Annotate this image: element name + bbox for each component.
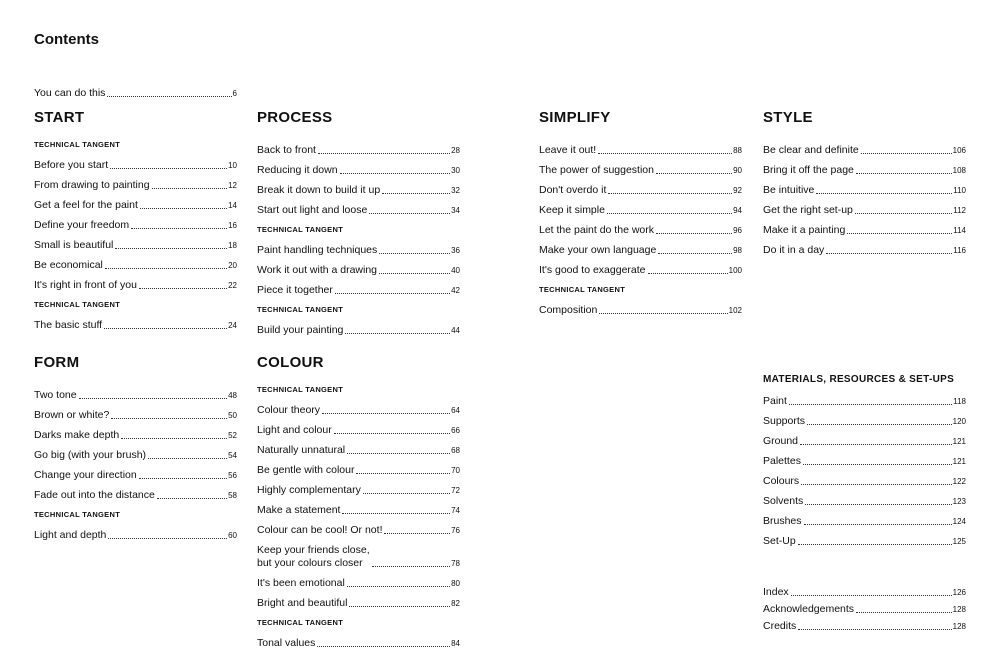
toc-entry [257,257,460,277]
entry-label: It's been emotional [257,577,345,589]
entry-page: 60 [228,531,237,540]
leader-dots [347,586,450,587]
entry-page: 128 [952,622,966,631]
section-heading: FORM [34,354,80,371]
entry-label: Colours [763,475,800,487]
entry-label: Make your own language [539,244,657,256]
entry-page: 92 [733,186,742,195]
entry-label: Brushes [763,515,802,527]
toc-entry [257,157,460,177]
entry-page: 98 [733,246,742,255]
entry-label: Break it down to build it up [257,184,381,196]
entry-page: 74 [451,506,460,515]
toc-entry [34,232,237,252]
entry-page: 50 [228,411,237,420]
entry-page: 124 [952,517,966,526]
entry-label: Be clear and definite [763,144,859,156]
entry-label: Go big (with your brush) [34,449,147,461]
toc-entry [763,237,966,257]
toc-entry [763,217,966,237]
toc-entry [763,599,966,616]
intro-entry [34,80,237,100]
entry-label: Light and depth [34,529,107,541]
leader-dots [798,544,952,545]
section-heading: START [34,109,85,126]
entry-label: Naturally unnatural [257,444,346,456]
toc-entry [257,317,460,337]
entry-page: 66 [451,426,460,435]
entry-page: 90 [733,166,742,175]
toc-entry [257,590,460,610]
leader-dots [139,478,227,479]
entry-page: 82 [451,599,460,608]
leader-dots [801,484,951,485]
entry-label: Piece it together [257,284,333,296]
entry-label: Solvents [763,495,804,507]
leader-dots [856,173,952,174]
leader-dots [658,253,732,254]
entry-label: Ground [763,435,799,447]
leader-dots [340,173,451,174]
leader-dots [139,288,227,289]
entry-page: 68 [451,446,460,455]
leader-dots [855,213,952,214]
leader-dots [648,273,728,274]
leader-dots [384,533,450,534]
technical-tangent-label: TECHNICAL TANGENT [257,385,344,394]
leader-dots [107,96,231,97]
toc-entry [539,297,742,317]
leader-dots [608,193,732,194]
entry-label: Fade out into the distance [34,489,155,501]
leader-dots [656,173,732,174]
entry-label: Colour theory [257,404,321,416]
entry-page: 122 [952,477,966,486]
entry-label: Do it in a day [763,244,825,256]
entry-label: Palettes [763,455,801,467]
entry-page: 20 [228,261,237,270]
entry-label: Credits [763,620,797,632]
toc-entry [257,397,460,417]
entry-page: 121 [952,457,966,466]
leader-dots [110,168,227,169]
toc-entry [539,257,742,277]
technical-tangent-label: TECHNICAL TANGENT [257,305,344,314]
leader-dots [607,213,732,214]
toc-entry [34,382,237,402]
leader-dots [379,273,450,274]
entry-page: 94 [733,206,742,215]
entry-label: The power of suggestion [539,164,654,176]
leader-dots [121,438,227,439]
leader-dots [599,313,727,314]
toc-entry [539,217,742,237]
entry-label: You can do this [34,87,106,99]
leader-dots [108,538,227,539]
leader-dots [334,433,450,434]
entry-label: Get the right set-up [763,204,853,216]
entry-page: 58 [228,491,237,500]
entry-page: 30 [451,166,460,175]
entry-label: Index [763,586,789,598]
section-heading: SIMPLIFY [539,109,611,126]
entry-page: 123 [952,497,966,506]
leader-dots [104,328,227,329]
entry-label: Acknowledgements [763,603,855,615]
leader-dots [356,473,450,474]
entry-page: 12 [228,181,237,190]
toc-entry [257,237,460,257]
entry-page: 32 [451,186,460,195]
toc-entry [257,277,460,297]
toc-entry [34,442,237,462]
toc-entry [763,137,966,157]
entry-label: It's good to exaggerate [539,264,646,276]
entry-label: Leave it out! [539,144,597,156]
entry-label: Build your painting [257,324,344,336]
toc-entry [763,508,966,528]
leader-dots [111,418,227,419]
entry-page: 121 [952,437,966,446]
toc-entry [763,408,966,428]
leader-dots [317,646,450,647]
section-form [34,354,237,542]
leader-dots [816,193,952,194]
toc-entry [763,157,966,177]
toc-entry [539,157,742,177]
entry-page: 76 [451,526,460,535]
leader-dots [131,228,227,229]
toc-entry [257,197,460,217]
entry-page: 54 [228,451,237,460]
toc-entry [34,522,237,542]
leader-dots [369,213,450,214]
toc-entry [34,312,237,332]
toc-entry [763,197,966,217]
entry-label: Don't overdo it [539,184,607,196]
toc-entry [257,177,460,197]
toc-entry [34,482,237,502]
toc-entry [539,237,742,257]
toc-entry [763,468,966,488]
toc-entry [257,417,460,437]
leader-dots [157,498,227,499]
entry-page: 56 [228,471,237,480]
entry-label: Set-Up [763,535,796,547]
leader-dots [656,233,732,234]
entry-label: Small is beautiful [34,239,114,251]
toc-entry [257,137,460,157]
page-title: Contents [34,31,99,48]
entry-label: Bright and beautiful [257,597,348,609]
entry-label: Supports [763,415,806,427]
toc-entry [763,488,966,508]
entry-label: Be gentle with colour [257,464,355,476]
leader-dots [349,606,450,607]
entry-page: 24 [228,321,237,330]
section-style [763,109,966,257]
entry-label: Before you start [34,159,109,171]
entry-label: Paint [763,395,787,407]
entry-page: 88 [733,146,742,155]
toc-entry [763,388,966,408]
entry-label: It's right in front of you [34,279,137,291]
technical-tangent-label: TECHNICAL TANGENT [34,300,121,309]
technical-tangent-label: TECHNICAL TANGENT [539,285,626,294]
entry-label: Be intuitive [763,184,815,196]
entry-label: Brown or white? [34,409,110,421]
section-heading: COLOUR [257,354,324,371]
entry-page: 78 [451,559,460,568]
entry-page: 128 [952,605,966,614]
leader-dots [805,504,951,505]
leader-dots [105,268,227,269]
entry-label: From drawing to painting [34,179,150,191]
section-back-matter [763,582,966,633]
leader-dots [803,464,952,465]
toc-entry [763,428,966,448]
entry-label: Change your direction [34,469,137,481]
toc-entry [34,152,237,172]
entry-label: Make a statement [257,504,341,516]
entry-page: 64 [451,406,460,415]
section-heading: STYLE [763,109,813,126]
entry-label: Work it out with a drawing [257,264,378,276]
entry-page: 126 [952,588,966,597]
toc-entry [257,477,460,497]
toc-entry [257,457,460,477]
entry-page: 28 [451,146,460,155]
entry-label: Light and colour [257,424,332,436]
section-simplify [539,109,742,317]
toc-entry [539,137,742,157]
entry-page: 6 [232,89,237,98]
entry-label: Be economical [34,259,103,271]
toc-entry [763,582,966,599]
toc-entry [539,197,742,217]
entry-label: Reducing it down [257,164,338,176]
entry-label: The basic stuff [34,319,103,331]
leader-dots [847,233,952,234]
entry-label: Bring it off the page [763,164,854,176]
entry-label: Let the paint do the work [539,224,654,236]
entry-page: 36 [451,246,460,255]
toc-entry [34,462,237,482]
leader-dots [140,208,227,209]
leader-dots [342,513,450,514]
entry-page: 10 [228,161,237,170]
entry-page: 112 [953,206,966,215]
entry-label: Back to front [257,144,316,156]
toc-entry [34,192,237,212]
entry-page: 80 [451,579,460,588]
toc-entry [34,80,237,100]
entry-page: 34 [451,206,460,215]
leader-dots [115,248,227,249]
entry-page: 118 [953,397,966,406]
entry-page: 52 [228,431,237,440]
entry-page: 100 [728,266,742,275]
entry-label: Keep it simple [539,204,605,216]
entry-label: Make it a painting [763,224,846,236]
entry-label: Two tone [34,389,77,401]
leader-dots [800,444,952,445]
leader-dots [804,524,952,525]
technical-tangent-label: TECHNICAL TANGENT [257,618,344,627]
leader-dots [335,293,450,294]
leader-dots [789,404,952,405]
leader-dots [322,413,450,414]
entry-label: Tonal values [257,637,316,649]
entry-page: 96 [733,226,742,235]
entry-page: 44 [451,326,460,335]
toc-entry [257,497,460,517]
entry-page: 42 [451,286,460,295]
leader-dots [148,458,227,459]
entry-page: 72 [451,486,460,495]
section-heading: PROCESS [257,109,333,126]
toc-entry [763,177,966,197]
leader-dots [379,253,450,254]
toc-entry [257,437,460,457]
entry-label: Define your freedom [34,219,130,231]
toc-entry [34,212,237,232]
leader-dots [372,566,450,567]
technical-tangent-label: TECHNICAL TANGENT [34,140,121,149]
entry-page: 14 [228,201,237,210]
toc-entry [34,272,237,292]
section-materials [763,372,966,548]
toc-entry [257,517,460,537]
leader-dots [347,453,450,454]
toc-entry [257,537,460,570]
entry-page: 108 [952,166,966,175]
leader-dots [826,253,952,254]
entry-page: 16 [228,221,237,230]
entry-label: Colour can be cool! Or not! [257,524,383,536]
section-start [34,109,237,332]
entry-label: Paint handling techniques [257,244,378,256]
entry-label: Start out light and loose [257,204,368,216]
entry-page: 84 [451,639,460,648]
technical-tangent-label: TECHNICAL TANGENT [34,510,121,519]
entry-page: 22 [228,281,237,290]
entry-label: Keep your friends close, but your colours closer [257,544,370,569]
toc-entry [539,177,742,197]
leader-dots [598,153,732,154]
leader-dots [318,153,450,154]
leader-dots [79,398,227,399]
leader-dots [861,153,952,154]
entry-page: 106 [952,146,966,155]
entry-page: 114 [953,226,966,235]
entry-page: 125 [952,537,966,546]
leader-dots [856,612,952,613]
entry-label: Get a feel for the paint [34,199,138,211]
toc-entry [763,448,966,468]
toc-entry [34,172,237,192]
entry-page: 120 [952,417,966,426]
entry-page: 116 [953,246,966,255]
entry-page: 110 [953,186,966,195]
entry-page: 102 [728,306,742,315]
toc-entry [34,422,237,442]
entry-label: Highly complementary [257,484,361,496]
leader-dots [791,595,952,596]
toc-entry [34,402,237,422]
leader-dots [807,424,952,425]
leader-dots [798,629,951,630]
leader-dots [363,493,450,494]
leader-dots [345,333,450,334]
toc-entry [763,616,966,633]
section-process [257,109,460,337]
entry-label: Darks make depth [34,429,120,441]
toc-entry [34,252,237,272]
entry-page: 18 [228,241,237,250]
entry-page: 48 [228,391,237,400]
section-heading: MATERIALS, RESOURCES & SET-UPS [763,374,955,385]
entry-page: 70 [451,466,460,475]
toc-entry [257,630,460,650]
section-colour [257,354,460,650]
toc-entry [257,570,460,590]
leader-dots [152,188,228,189]
entry-page: 40 [451,266,460,275]
leader-dots [382,193,450,194]
entry-label: Composition [539,304,598,316]
technical-tangent-label: TECHNICAL TANGENT [257,225,344,234]
toc-entry [763,528,966,548]
